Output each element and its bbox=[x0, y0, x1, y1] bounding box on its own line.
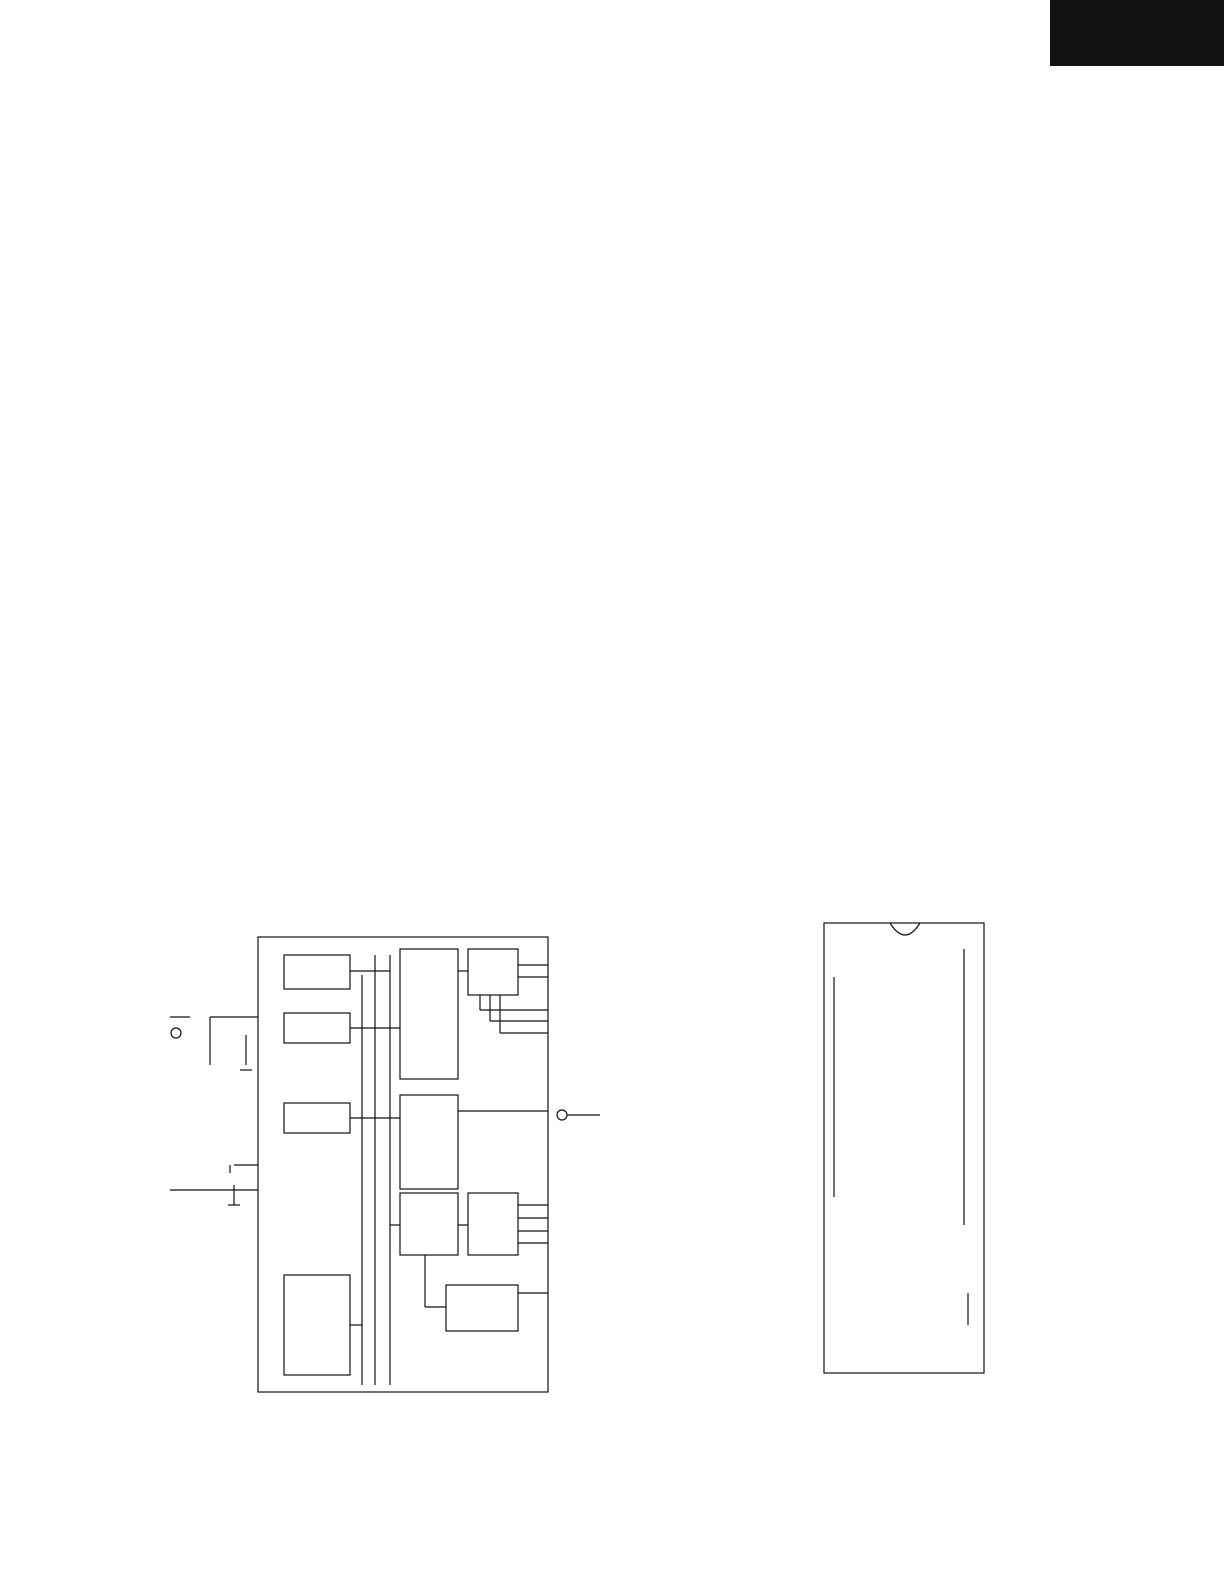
pin-layout-diagram bbox=[750, 915, 1080, 1385]
indicator-buffer-block bbox=[400, 1095, 458, 1189]
amp-control-block bbox=[400, 949, 458, 1079]
timing-osc-block bbox=[446, 1285, 518, 1331]
output-buffer-top bbox=[468, 949, 518, 995]
right-column bbox=[676, 132, 1160, 190]
ic-notch bbox=[890, 923, 920, 935]
model-badge bbox=[1050, 0, 1224, 66]
mechanism-timing-block bbox=[400, 1193, 458, 1255]
ic-body bbox=[824, 923, 984, 1373]
output-buffer-bottom bbox=[468, 1193, 518, 1255]
block-diagram bbox=[150, 915, 620, 1400]
left-column bbox=[138, 132, 622, 164]
end-detector-block bbox=[284, 1013, 350, 1043]
operation-block bbox=[284, 1275, 350, 1375]
blank-detector-block bbox=[284, 1103, 350, 1133]
timer-block bbox=[284, 955, 350, 989]
